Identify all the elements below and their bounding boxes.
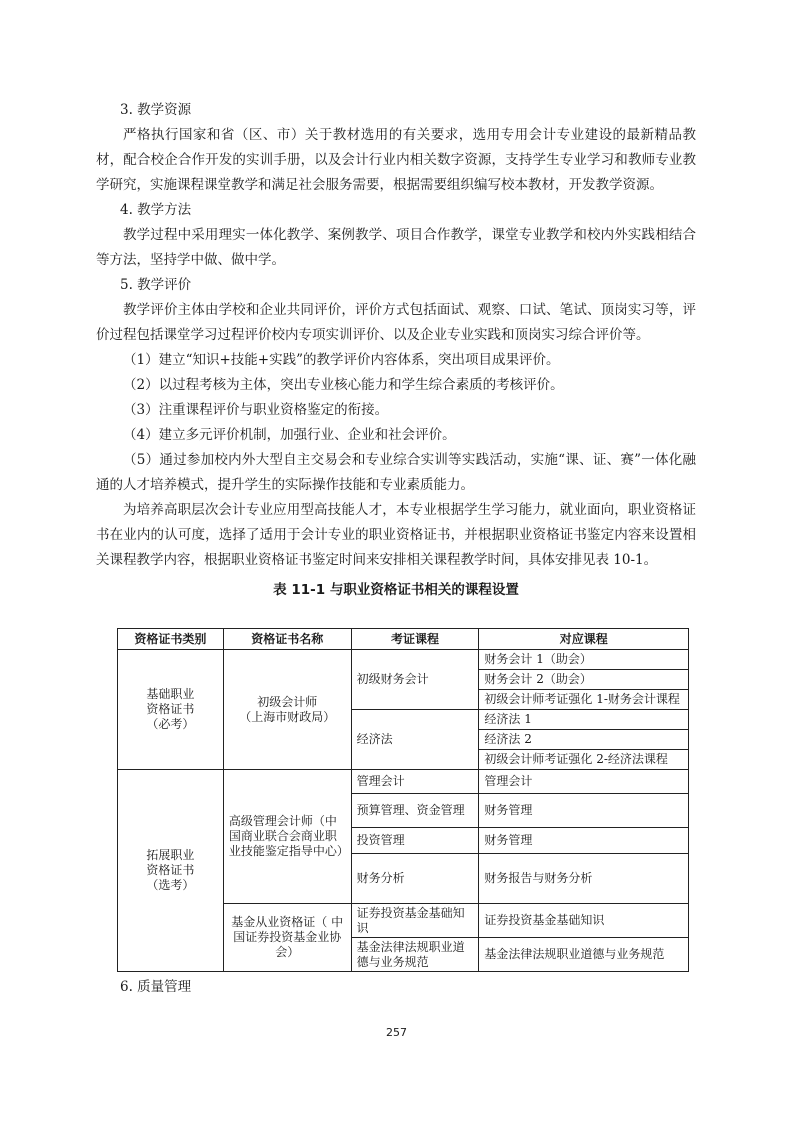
table-row	[118, 770, 689, 794]
section-heading-4: 4. 教学方法	[120, 202, 192, 218]
table-title: 表 11-1 与职业资格证书相关的课程设置	[273, 582, 519, 598]
evaluation-item-3: （3）注重课程评价与职业资格鉴定的衔接。	[123, 402, 389, 418]
exam-cell: 管理会计	[351, 770, 479, 794]
course-cell: 基金法律法规职业道德与业务规范	[479, 938, 689, 972]
course-cell: 财务报告与财务分析	[479, 854, 689, 904]
category-basic: 基础职业 资格证书 （必考）	[118, 650, 224, 770]
section-heading-5: 5. 教学评价	[120, 277, 192, 293]
header-exam-course: 考证课程	[351, 629, 479, 650]
course-cell: 财务管理	[479, 828, 689, 854]
course-cell: 财务会计 2（助会）	[479, 670, 689, 690]
course-cell: 管理会计	[479, 770, 689, 794]
certificate-course-table	[117, 628, 689, 972]
exam-cell: 财务分析	[351, 854, 479, 904]
header-cert-category: 资格证书类别	[118, 629, 224, 650]
closing-paragraph: 为培养高职层次会计专业应用型高技能人才，本专业根据学生学习能力，就业面向，职业资格证书在业内的认可度，选择了适用于会计专业的职业资格证书，并根据职业资格证书鉴定内容来设置相关课程教学内容，根据职业资格证书鉴定时间来安排相关课程教学时间，具体安排见表 10-1。	[96, 502, 696, 568]
header-cert-name: 资格证书名称	[223, 629, 351, 650]
header-related-course: 对应课程	[479, 629, 689, 650]
body-text	[96, 98, 696, 615]
course-cell: 初级会计师考证强化 1-财务会计课程	[479, 690, 689, 710]
table-header-row	[118, 629, 689, 650]
exam-cell: 预算管理、资金管理	[351, 794, 479, 828]
exam-junior-financial-accounting: 初级财务会计	[351, 650, 479, 710]
exam-cell: 证券投资基金基础知识	[351, 904, 479, 938]
category-extended: 拓展职业 资格证书 （选考）	[118, 770, 224, 972]
evaluation-item-5: （5）通过参加校内外大型自主交易会和专业综合实训等实践活动，实施“课、证、赛”一体化融通的人才培养模式，提升学生的实际操作技能和专业素质能力。	[96, 452, 696, 493]
evaluation-item-4: （4）建立多元评价机制，加强行业、企业和社会评价。	[123, 427, 456, 443]
cert-fund-practitioner: 基金从业资格证（ 中国证券投资基金业协会）	[223, 904, 351, 972]
course-cell: 初级会计师考证强化 2-经济法课程	[479, 750, 689, 770]
evaluation-item-2: （2）以过程考核为主体，突出专业核心能力和学生综合素质的考核评价。	[123, 377, 564, 393]
section-heading-6: 6. 质量管理	[120, 979, 192, 995]
cert-senior-management-accountant: 高级管理会计师（中国商业联合会商业职业技能鉴定指导中心）	[223, 770, 351, 904]
section-paragraph-3: 严格执行国家和省（区、市）关于教材选用的有关要求，选用专用会计专业建设的最新精品教材，配合校企合作开发的实训手册，以及会计行业内相关数字资源，支持学生专业学习和教师专业教学研究，实施课程课堂教学和满足社会服务需要，根据需要组织编写校本教材，开发教学资源。	[96, 127, 696, 193]
page-number: 257	[386, 1026, 407, 1039]
section-heading-3: 3. 教学资源	[120, 102, 192, 118]
section-paragraph-5: 教学评价主体由学校和企业共同评价，评价方式包括面试、观察、口试、笔试、顶岗实习等，评价过程包括课堂学习过程评价校内专项实训评价、以及企业专业实践和顶岗实习综合评价等。	[96, 302, 696, 343]
exam-cell: 投资管理	[351, 828, 479, 854]
course-cell: 财务会计 1（助会）	[479, 650, 689, 670]
section-paragraph-4: 教学过程中采用理实一体化教学、案例教学、项目合作教学，课堂专业教学和校内外实践相结合等方法，坚持学中做、做中学。	[96, 227, 696, 268]
cert-junior-accountant: 初级会计师 （上海市财政局）	[223, 650, 351, 770]
course-cell: 财务管理	[479, 794, 689, 828]
course-cell: 经济法 2	[479, 730, 689, 750]
table-row	[118, 650, 689, 670]
exam-cell: 基金法律法规职业道德与业务规范	[351, 938, 479, 972]
evaluation-item-1: （1）建立“知识+技能+实践”的教学评价内容体系，突出项目成果评价。	[123, 352, 560, 368]
course-cell: 经济法 1	[479, 710, 689, 730]
exam-economic-law: 经济法	[351, 710, 479, 770]
course-cell: 证券投资基金基础知识	[479, 904, 689, 938]
